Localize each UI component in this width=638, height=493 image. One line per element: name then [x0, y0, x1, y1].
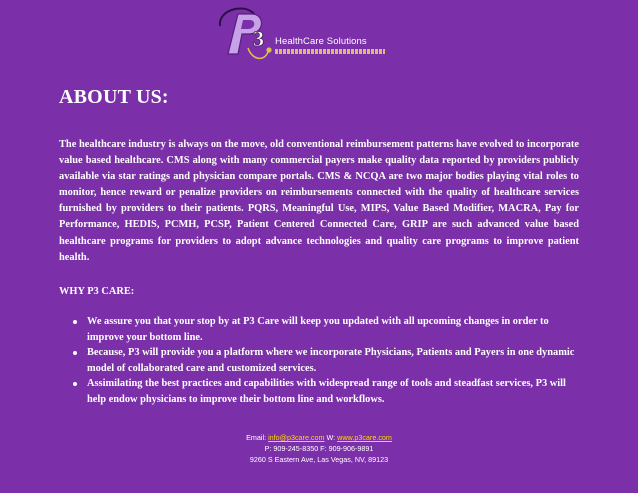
web-label: W:	[326, 433, 336, 442]
contact-footer	[0, 432, 638, 465]
why-p3-care-list	[70, 314, 582, 408]
list-item-text: Assimilating the best practices and capabilities with widespread range of tools and steadfast services, P3 will help endow physicians to improve their bottom line and workflows.	[87, 378, 566, 405]
p3-logo-mark-icon	[212, 2, 392, 64]
website-link[interactable]: www.p3care.com	[337, 433, 392, 442]
contact-line-email-web	[0, 432, 638, 443]
contact-address: 9260 S Eastern Ave, Las Vegas, NV, 89123	[249, 455, 389, 464]
bullet-icon	[73, 320, 77, 324]
contact-phone-fax: P: 909-245-8350 F: 909-906-9891	[264, 444, 374, 453]
email-label: Email:	[246, 433, 267, 442]
about-paragraph: The healthcare industry is always on the move, old conventional reimbursement patterns have evolved to incorporate value based healthcare. CMS along with many commercial payers make quality data reported by providers publicly available via star ratings and physician compare portals. CMS & NCQA are two major bodies playing vital roles to monitor, hence reward or penalize providers on reimbursements connected with the quality of healthcare services furnished by providers to their patients. PQRS, Meaningful Use, MIPS, Value Based Modifier, MACRA, Pay for Performance, HEDIS, PCMH, PCSP, Patient Centered Connected Care, GRIP are such advanced value based healthcare programs for providers to adopt advance technologies and quality care programs to improve patient health.	[59, 139, 579, 263]
about-heading: ABOUT US:	[59, 86, 169, 108]
email-link[interactable]: info@p3care.com	[268, 433, 325, 442]
logo-brand-text: HealthCare Solutions	[275, 36, 367, 47]
list-item	[70, 314, 582, 345]
list-item-text: We assure you that your stop by at P3 Care will keep you updated with all upcoming changes in order to improve your bottom line.	[87, 316, 549, 343]
bullet-icon	[73, 382, 77, 386]
list-item	[70, 345, 582, 376]
list-item	[70, 376, 582, 407]
bullet-icon	[73, 351, 77, 355]
logo-tagline-decoration	[275, 49, 385, 54]
p3-healthcare-logo	[212, 2, 392, 64]
why-p3-care-heading: WHY P3 CARE:	[59, 286, 135, 297]
svg-text:3: 3	[253, 26, 264, 51]
list-item-text: Because, P3 will provide you a platform where we incorporate Physicians, Patients and Payers in one dynamic model of collaborated care and customized services.	[87, 347, 575, 374]
